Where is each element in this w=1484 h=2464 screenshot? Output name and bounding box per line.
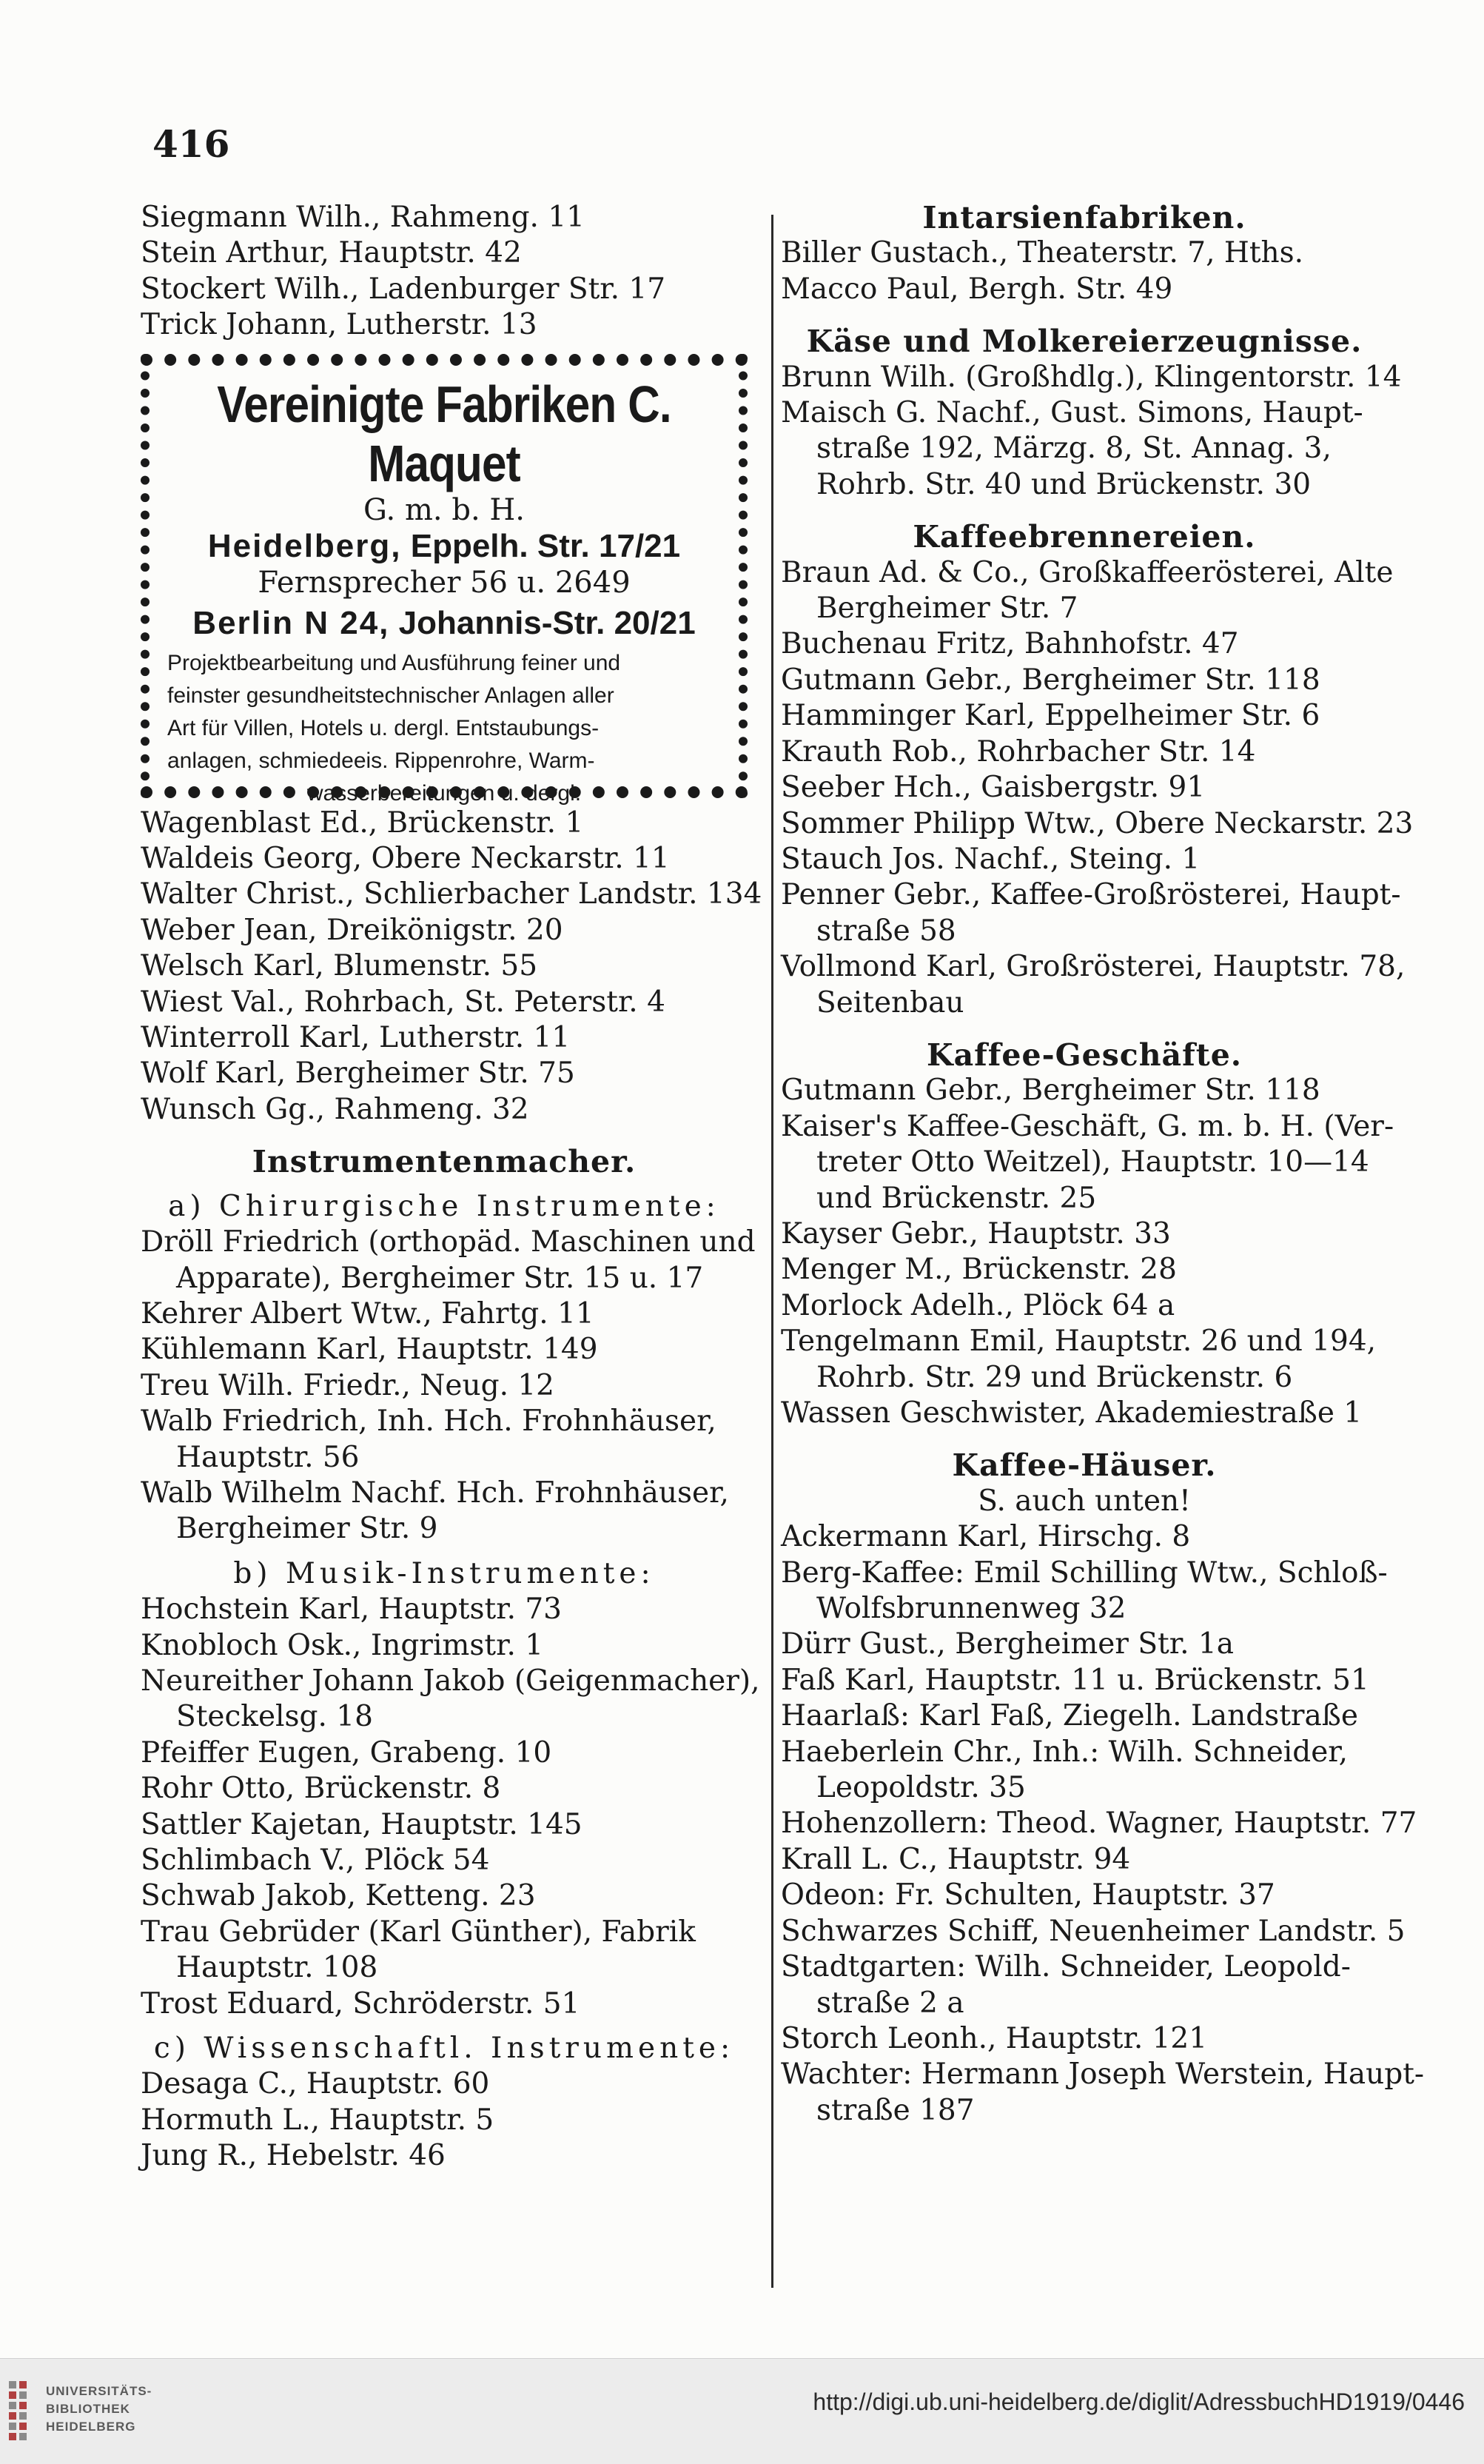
directory-entry: Welsch Karl, Blumenstr. 55 (141, 949, 538, 983)
ad-city-heidelberg: Heidelberg, (207, 527, 402, 564)
directory-entry: Hohenzollern: Theod. Wagner, Hauptstr. 77 (781, 1807, 1417, 1841)
section-intarsienfabriken: Intarsienfabriken. (922, 200, 1246, 235)
directory-entry: Walb Friedrich, Inh. Hch. Frohnhäuser, (141, 1405, 716, 1439)
directory-entry: Vollmond Karl, Großrösterei, Hauptstr. 78, (781, 950, 1406, 984)
university-library-logo-icon (6, 2380, 38, 2443)
directory-entry: Winterroll Karl, Lutherstr. 11 (141, 1021, 571, 1055)
section-kaffee-haeuser: Kaffee-Häuser. (952, 1447, 1217, 1484)
ad-description-line: feinster gesundheitstechnischer Anlagen aller (167, 683, 614, 708)
ad-description-line: anlagen, schmiedeeis. Rippenrohre, Warm- (167, 748, 595, 773)
section-instrumentenmacher: Instrumentenmacher. (252, 1144, 637, 1180)
directory-entry: Penner Gebr., Kaffee-Großrösterei, Haupt- (781, 878, 1401, 912)
directory-entry: Haeberlein Chr., Inh.: Wilh. Schneider, (781, 1735, 1349, 1769)
directory-entry: Kehrer Albert Wtw., Fahrtg. 11 (141, 1296, 594, 1330)
directory-entry: Hormuth L., Hauptstr. 5 (141, 2103, 494, 2137)
subsection-musik: b) Musik-Instrumente: (233, 1556, 655, 1590)
ad-description-line: wasserbereitungen u. dergl. (306, 780, 582, 806)
entries-kaffee-geschaefte (781, 1073, 1394, 1431)
directory-entry: Wolf Karl, Bergheimer Str. 75 (141, 1057, 575, 1091)
directory-entry: Schwarzes Schiff, Neuenheimer Landstr. 5 (781, 1914, 1406, 1948)
directory-entry: Dürr Gust., Bergheimer Str. 1a (781, 1627, 1234, 1661)
directory-entry: Schwab Jakob, Ketteng. 23 (141, 1879, 536, 1913)
library-name-line: UNIVERSITÄTS- (46, 2384, 152, 2398)
directory-entry: Hochstein Karl, Hauptstr. 73 (141, 1593, 562, 1627)
directory-entry: Ackermann Karl, Hirschg. 8 (781, 1520, 1191, 1554)
directory-entry: Brunn Wilh. (Großhdlg.), Klingentorstr. 14 (781, 360, 1402, 394)
entries-intarsien (781, 235, 1388, 307)
directory-entry: Trau Gebrüder (Karl Günther), Fabrik (141, 1915, 696, 1949)
directory-entry: Buchenau Fritz, Bahnhofstr. 47 (781, 627, 1239, 661)
directory-entry: Sattler Kajetan, Hauptstr. 145 (141, 1807, 582, 1841)
directory-entry: Stauch Jos. Nachf., Steing. 1 (781, 842, 1201, 876)
directory-entry: Knobloch Osk., Ingrimstr. 1 (141, 1628, 544, 1662)
directory-entry: Rohr Otto, Brückenstr. 8 (141, 1772, 501, 1806)
directory-entry: Pfeiffer Eugen, Grabeng. 10 (141, 1735, 552, 1770)
entries-kaffee-haeuser (781, 1519, 1425, 2129)
directory-entry: Wassen Geschwister, Akademiestraße 1 (781, 1396, 1363, 1430)
directory-entry: Braun Ad. & Co., Großkaffeerösterei, Alte (781, 555, 1394, 589)
advertisement-maquet (141, 354, 748, 806)
directory-entry: Biller Gustach., Theaterstr. 7, Hths. (781, 236, 1304, 270)
directory-entry: Berg-Kaffee: Emil Schilling Wtw., Schloß- (781, 1556, 1388, 1590)
directory-entry: Neureither Johann Jakob (Geigenmacher), (141, 1664, 760, 1698)
entries-chirurgische (141, 1225, 756, 1547)
directory-entry: Seitenbau (816, 985, 964, 1020)
directory-entry: Storch Leonh., Hauptstr. 121 (781, 2021, 1208, 2055)
subsection-chirurgische: a) Chirurgische Instrumente: (168, 1189, 720, 1223)
kaffeehaeuser-note: S. auch unten! (978, 1484, 1191, 1518)
directory-entry: Kayser Gebr., Hauptstr. 33 (781, 1216, 1171, 1251)
ad-description (150, 644, 739, 810)
directory-entry: Leopoldstr. 35 (816, 1771, 1026, 1805)
section-kaffee-geschaefte: Kaffee-Geschäfte. (926, 1037, 1243, 1073)
directory-entry: Rohrb. Str. 40 und Brückenstr. 30 (816, 467, 1312, 501)
directory-entry: straße 187 (816, 2093, 975, 2127)
ad-company-name: Vereinigte Fabriken C. Maquet (217, 375, 671, 492)
directory-entry: und Brückenstr. 25 (816, 1181, 1097, 1215)
page-number: 416 (152, 122, 230, 166)
directory-entry: Maisch G. Nachf., Gust. Simons, Haupt- (781, 396, 1363, 430)
source-url-link[interactable]: http://digi.ub.uni-heidelberg.de/diglit/AdressbuchHD1919/0446 (813, 2388, 1465, 2415)
directory-entry: Wunsch Gg., Rahmeng. 32 (141, 1092, 529, 1126)
directory-entry: Siegmann Wilh., Rahmeng. 11 (141, 201, 585, 234)
directory-entry: Odeon: Fr. Schulten, Hauptstr. 37 (781, 1878, 1275, 1912)
directory-entry: Stein Arthur, Hauptstr. 42 (141, 236, 522, 270)
directory-entry: Hamminger Karl, Eppelheimer Str. 6 (781, 699, 1320, 733)
directory-entry: Treu Wilh. Friedr., Neug. 12 (141, 1368, 554, 1402)
column-divider (771, 215, 773, 2288)
directory-entry: Rohrb. Str. 29 und Brückenstr. 6 (816, 1360, 1293, 1394)
entries-kaese (781, 360, 1402, 503)
directory-entry: Desaga C., Hauptstr. 60 (141, 2067, 490, 2101)
directory-entry: Faß Karl, Hauptstr. 11 u. Brückenstr. 51 (781, 1663, 1369, 1697)
ad-legal-form: G. m. b. H. (363, 492, 525, 527)
directory-entry: Stadtgarten: Wilh. Schneider, Leopold- (781, 1950, 1351, 1984)
library-name (46, 2383, 152, 2436)
directory-entry: Macco Paul, Bergh. Str. 49 (781, 272, 1173, 306)
directory-entry: Haarlaß: Karl Faß, Ziegelh. Landstraße (781, 1699, 1358, 1733)
ad-address-heidelberg: Eppelh. Str. 17/21 (410, 527, 681, 564)
ad-description-line: Art für Villen, Hotels u. dergl. Entstaubungs- (167, 715, 600, 740)
library-name-line: HEIDELBERG (46, 2420, 136, 2434)
directory-entry: straße 192, Märzg. 8, St. Annag. 3, (816, 432, 1332, 466)
directory-entry: straße 58 (816, 914, 956, 948)
subsection-wissenschaftl: c) Wissenschaftl. Instrumente: (153, 2032, 735, 2066)
ad-city-berlin: Berlin N 24, (192, 604, 390, 641)
left-column (141, 200, 762, 2175)
directory-entry: Krall L. C., Hauptstr. 94 (781, 1842, 1131, 1876)
section-kaffeebrennereien: Kaffeebrennereien. (913, 519, 1256, 555)
directory-entry: Hauptstr. 56 (176, 1440, 360, 1474)
directory-entry: Gutmann Gebr., Bergheimer Str. 118 (781, 1074, 1320, 1108)
directory-entry: Hauptstr. 108 (176, 1951, 378, 1985)
directory-entry: Seeber Hch., Gaisbergstr. 91 (781, 771, 1206, 805)
ad-berlin-address (150, 603, 739, 644)
ad-heidelberg-address (150, 527, 739, 566)
directory-entry: Sommer Philipp Wtw., Obere Neckarstr. 23 (781, 806, 1414, 840)
directory-entry: Dröll Friedrich (orthopäd. Maschinen und (141, 1225, 756, 1259)
directory-entry: Bergheimer Str. 9 (176, 1512, 438, 1546)
directory-entry: Trick Johann, Lutherstr. 13 (141, 308, 537, 342)
directory-entry: Gutmann Gebr., Bergheimer Str. 118 (781, 663, 1320, 697)
right-column (781, 200, 1425, 2129)
directory-entry: Walter Christ., Schlierbacher Landstr. 134 (141, 877, 762, 911)
entries-kaffeebrennereien (781, 555, 1414, 1021)
directory-entry: Bergheimer Str. 7 (816, 592, 1078, 626)
directory-entry: Menger M., Brückenstr. 28 (781, 1253, 1177, 1287)
directory-entry: Wolfsbrunnenweg 32 (816, 1592, 1127, 1626)
directory-entry: Jung R., Hebelstr. 46 (141, 2139, 446, 2173)
ad-description-line: Projektbearbeitung und Ausführung feiner und (167, 650, 621, 675)
ad-phone: Fernsprecher 56 u. 2649 (258, 565, 631, 600)
directory-entry: Kaiser's Kaffee-Geschäft, G. m. b. H. (Ver- (781, 1109, 1394, 1143)
directory-entry: Walb Wilhelm Nachf. Hch. Frohnhäuser, (141, 1476, 729, 1510)
directory-entry: Wagenblast Ed., Brückenstr. 1 (141, 806, 584, 840)
library-name-line: BIBLIOTHEK (46, 2402, 130, 2416)
directory-entry: Morlock Adelh., Plöck 64 a (781, 1288, 1175, 1322)
directory-entry: treter Otto Weitzel), Hauptstr. 10—14 (816, 1145, 1369, 1179)
directory-entry: Trost Eduard, Schröderstr. 51 (141, 1986, 580, 2021)
ad-address-berlin: Johannis-Str. 20/21 (398, 604, 696, 641)
directory-entry: Tengelmann Emil, Hauptstr. 26 und 194, (781, 1325, 1377, 1359)
entries-wissenschaftl (141, 2066, 748, 2174)
entries-w (141, 806, 762, 1128)
entries-top (141, 200, 748, 344)
directory-entry: Steckelsg. 18 (176, 1700, 373, 1734)
directory-entry: Stockert Wilh., Ladenburger Str. 17 (141, 272, 666, 306)
directory-entry: Weber Jean, Dreikönigstr. 20 (141, 913, 563, 947)
directory-entry: straße 2 a (816, 1986, 964, 2020)
entries-musik (141, 1592, 760, 2022)
directory-entry: Wachter: Hermann Joseph Werstein, Haupt- (781, 2058, 1425, 2092)
directory-entry: Waldeis Georg, Obere Neckarstr. 11 (141, 842, 670, 876)
directory-entry: Wiest Val., Rohrbach, St. Peterstr. 4 (141, 985, 665, 1019)
directory-entry: Kühlemann Karl, Hauptstr. 149 (141, 1333, 598, 1367)
directory-entry: Schlimbach V., Plöck 54 (141, 1844, 490, 1877)
section-kaese: Käse und Molkereierzeugnisse. (806, 324, 1363, 360)
footer-bar (0, 2358, 1484, 2464)
directory-entry: Krauth Rob., Rohrbacher Str. 14 (781, 734, 1256, 769)
directory-entry: Apparate), Bergheimer Str. 15 u. 17 (176, 1261, 704, 1295)
